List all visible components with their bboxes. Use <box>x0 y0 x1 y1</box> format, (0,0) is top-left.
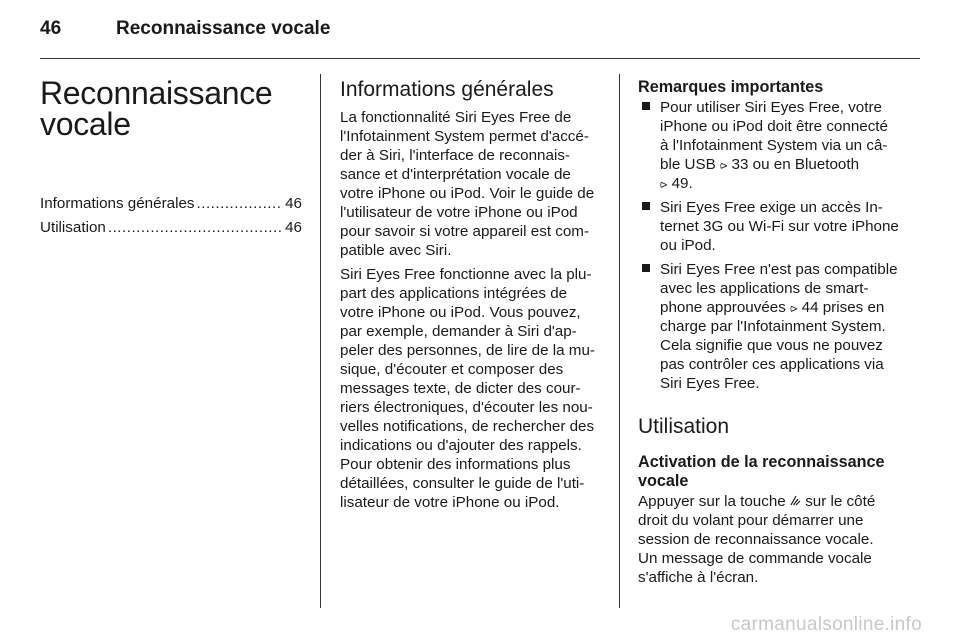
chapter-title-line: vocale <box>40 106 131 142</box>
list-item <box>638 198 902 255</box>
toc-page: 46 <box>285 219 302 236</box>
general-paragraph-2 <box>340 265 604 512</box>
text-line: iPhone ou iPod doit être connecté <box>660 118 888 135</box>
chapter-title <box>40 75 302 142</box>
text-line: Activation de la reconnaissance <box>638 453 885 471</box>
text-line: velles notifications, de rechercher des <box>340 418 595 435</box>
text-line: pour savoir si votre appareil est com- <box>340 223 590 240</box>
text-line: Siri Eyes Free exige un accès In- <box>660 199 883 216</box>
text-line: Siri Eyes Free fonctionne avec la plu- <box>340 266 592 283</box>
general-column <box>340 78 604 517</box>
toc-label: Informations générales <box>40 195 195 212</box>
chapter-title-line: Reconnaissance <box>40 75 273 111</box>
text-line: ble USB <box>660 156 716 173</box>
column-divider-1 <box>320 74 321 608</box>
text-line: l'utilisateur de votre iPhone ou iPod <box>340 204 578 221</box>
text-line: sance et d'interprétation vocale de <box>340 166 571 183</box>
page-reference-icon[interactable]: ⪧ <box>719 157 728 172</box>
text-line: s'affiche à l'écran. <box>638 569 759 586</box>
text-line: part des applications intégrées de <box>340 285 568 302</box>
bullet-square-icon <box>642 102 650 110</box>
text-line: à l'Infotainment System via un câ- <box>660 137 888 154</box>
text-line: Siri Eyes Free n'est pas compatible <box>660 261 898 278</box>
toc-leader <box>108 218 283 237</box>
text-line: indications ou d'ajouter des rappels. <box>340 437 582 454</box>
text-line: sique, d'écouter et composer des <box>340 361 564 378</box>
list-item <box>638 98 902 193</box>
page-reference[interactable]: 44 prises en <box>797 299 885 316</box>
watermark: carmanualsonline.info <box>730 614 922 635</box>
page-reference-icon[interactable]: ⪧ <box>790 300 798 315</box>
text-line: avec les applications de smart- <box>660 280 869 297</box>
toc-leader <box>197 194 284 213</box>
toc-entry-usage[interactable] <box>40 218 302 237</box>
text-line: droit du volant pour démarrer une <box>638 512 864 529</box>
page-reference-icon[interactable]: ⪧ <box>660 176 668 191</box>
text-line: Appuyer sur la touche <box>638 493 786 510</box>
page-number: 46 <box>40 18 62 39</box>
text-line: pas contrôler ces applications via <box>660 356 884 373</box>
remarks-column <box>638 78 902 592</box>
text-line: phone approuvées <box>660 299 786 316</box>
text-line: Pour utiliser Siri Eyes Free, votre <box>660 99 882 116</box>
toc-label: Utilisation <box>40 219 106 236</box>
text-line: La fonctionnalité Siri Eyes Free de <box>340 109 572 126</box>
text-line: lisateur de votre iPhone ou iPod. <box>340 494 560 511</box>
text-line: peler des personnes, de lire de la mu- <box>340 342 595 359</box>
text-line: riers électroniques, d'écouter les nou- <box>340 399 593 416</box>
bullet-square-icon <box>642 202 650 210</box>
column-divider-2 <box>619 74 620 608</box>
text-line: par exemple, demander à Siri d'ap- <box>340 323 577 340</box>
text-line: charge par l'Infotainment System. <box>660 318 886 335</box>
page-reference[interactable]: 33 ou en Bluetooth <box>727 156 860 173</box>
usage-title: Utilisation <box>638 415 730 438</box>
text-line: ou iPod. <box>660 237 716 254</box>
text-line: ternet 3G ou Wi-Fi sur votre iPhone <box>660 218 899 235</box>
text-line: patible avec Siri. <box>340 242 452 259</box>
header-rule <box>40 58 920 59</box>
remarks-title: Remarques importantes <box>638 78 824 96</box>
usage-subtitle <box>638 453 902 491</box>
text-line: l'Infotainment System permet d'accé- <box>340 128 589 145</box>
bullet-square-icon <box>642 264 650 272</box>
text-line: session de reconnaissance vocale. <box>638 531 874 548</box>
toc-entry-general[interactable] <box>40 194 302 213</box>
page-reference[interactable]: 49. <box>667 175 693 192</box>
voice-command-icon <box>790 494 801 507</box>
page-header <box>40 18 330 40</box>
text-line: Un message de commande vocale <box>638 550 872 567</box>
text-line: vocale <box>638 472 689 490</box>
text-line: votre iPhone ou iPod. Voir le guide de <box>340 185 595 202</box>
text-line: Cela signifie que vous ne pouvez <box>660 337 883 354</box>
text-line: der à Siri, l'interface de reconnais- <box>340 147 570 164</box>
text-line: sur le côté <box>800 493 876 510</box>
chapter-column <box>40 75 302 242</box>
usage-paragraph <box>638 492 902 587</box>
general-title: Informations générales <box>340 78 554 101</box>
remarks-list <box>638 98 902 393</box>
text-line: détaillées, consulter le guide de l'uti- <box>340 475 585 492</box>
list-item <box>638 260 902 393</box>
toc-page: 46 <box>285 195 302 212</box>
header-title: Reconnaissance vocale <box>116 18 331 39</box>
text-line: Pour obtenir des informations plus <box>340 456 571 473</box>
text-line: messages texte, de dicter des cour- <box>340 380 581 397</box>
general-paragraph-1 <box>340 108 604 260</box>
text-line: Siri Eyes Free. <box>660 375 760 392</box>
text-line: votre iPhone ou iPod. Vous pouvez, <box>340 304 581 321</box>
